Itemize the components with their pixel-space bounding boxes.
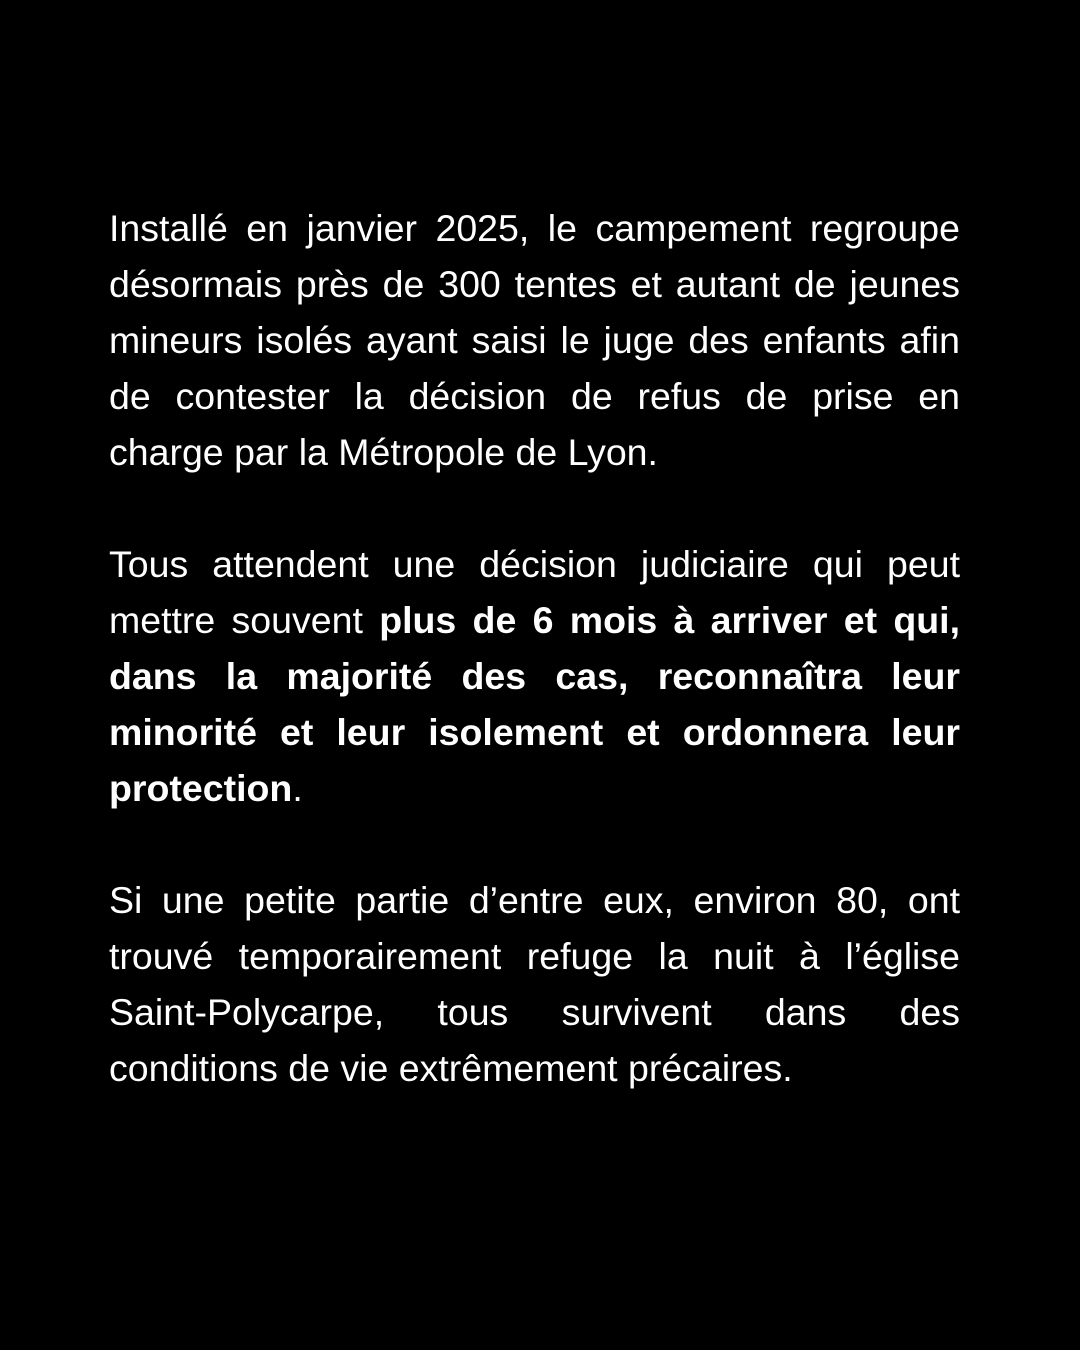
paragraph-living-conditions bbox=[109, 872, 960, 1096]
text-block bbox=[109, 200, 960, 1096]
paragraph-judicial-decision bbox=[109, 536, 960, 816]
paragraph-3-text: Si une petite partie d’entre eux, environ 80, ont trouvé temporairement refuge la nuit à l’église Saint-Polycarpe, tous survivent dans des conditions de vie extrêmement précaires. bbox=[109, 879, 960, 1089]
paragraph-2-end: . bbox=[292, 767, 303, 809]
paragraph-1-text: Installé en janvier 2025, le campement regroupe désormais près de 300 tentes et autant de jeunes mineurs isolés ayant saisi le juge des enfants afin de contester la décision de refus de prise en charge par la Métropole de Lyon. bbox=[109, 207, 960, 473]
paragraph-camp-installation bbox=[109, 200, 960, 480]
paragraph-2-bold-highlight: plus de 6 mois à arriver et qui, dans la majorité des cas, reconnaîtra leur minorité et leur isolement et ordonnera leur protection bbox=[109, 599, 960, 809]
paragraph-2-intro: Tous attendent une décision judiciaire qui peut mettre souvent bbox=[109, 543, 960, 641]
